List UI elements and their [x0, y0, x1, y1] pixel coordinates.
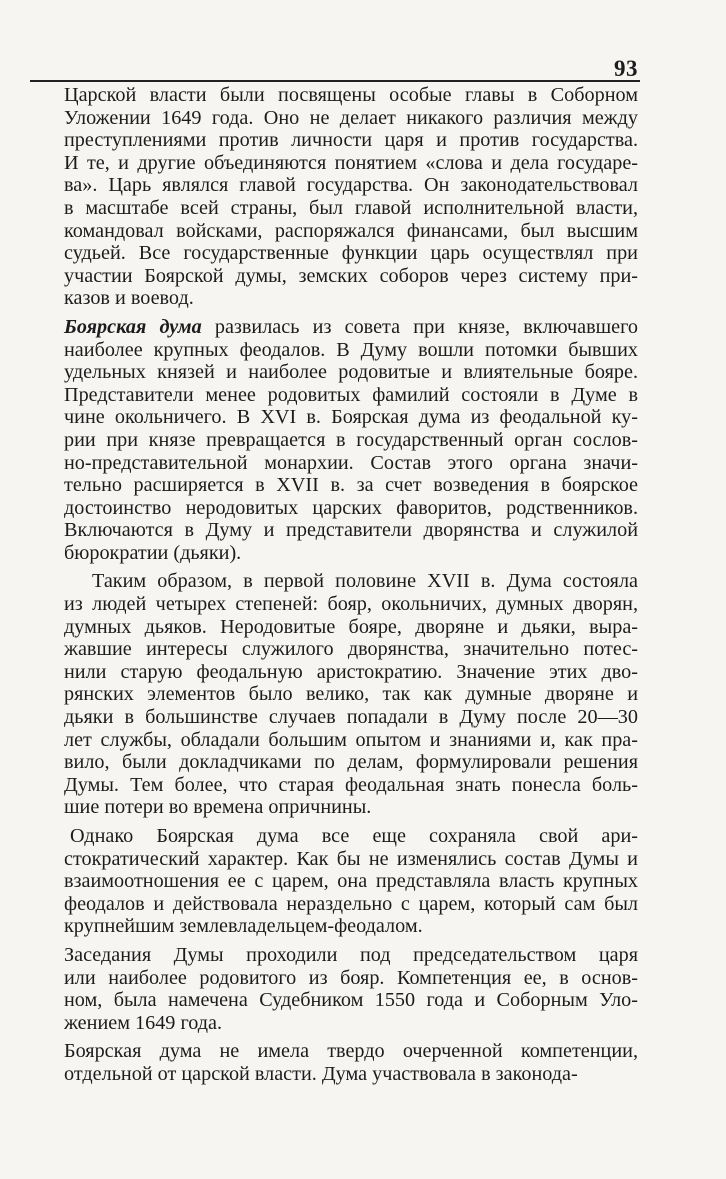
text-line: наиболее крупных феодалов. В Думу вошли потомки бывших — [64, 338, 638, 361]
body-text — [64, 84, 638, 1086]
text-line: Уложении 1649 года. Оно не делает никакого различия между — [64, 106, 638, 129]
text-line: командовал войсками, распоряжался финансами, был высшим — [64, 219, 638, 242]
paragraph — [64, 825, 638, 938]
text-line: в масштабе всей страны, был главой исполнительной власти, — [64, 196, 638, 219]
paragraph — [64, 944, 638, 1034]
text-line: взаимоотношения ее с царем, она представляла власть крупных — [64, 870, 638, 893]
text-line: Боярская дума не имела твердо очерченной компетенции, — [64, 1040, 638, 1063]
text-line: дьяки в большинстве случаев попадали в Думу после 20—30 — [64, 706, 638, 729]
text-line: думных дьяков. Неродовитые бояре, дворяне и дьяки, выра- — [64, 615, 638, 638]
text-line: Включаются в Думу и представители дворянства и служилой — [64, 519, 638, 542]
text-line: Царской власти были посвящены особые главы в Соборном — [64, 84, 638, 106]
text-line: участии Боярской думы, земских соборов через систему при- — [64, 264, 638, 287]
text-line: или наиболее родовитого из бояр. Компетенция ее, в основ- — [64, 966, 638, 989]
text-line: Представители менее родовитых фамилий состояли в Думе в — [64, 383, 638, 406]
text-line — [64, 316, 638, 339]
text-line: удельных князей и наиболее родовитые и влиятельные бояре. — [64, 361, 638, 384]
text-line: из людей четырех степеней: бояр, окольничих, думных дворян, — [64, 593, 638, 616]
page-number: 93 — [614, 56, 638, 81]
term-bold-italic: Боярская дума — [64, 315, 202, 338]
term-continuation: развилась из совета при князе, включавшего — [201, 315, 639, 338]
text-line: вило, были докладчиками по делам, формулировали решения — [64, 751, 638, 774]
text-line: преступлениями против личности царя и против государства. — [64, 129, 638, 152]
text-line: тельно расширяется в XVII в. за счет возведения в боярское — [64, 474, 638, 497]
text-line: но-представительной монархии. Состав этого органа значи- — [64, 451, 638, 474]
text-line: рянских элементов было велико, так как думные дворяне и — [64, 683, 638, 706]
text-line: шие потери во времена опричнины. — [64, 796, 372, 819]
text-line: казов и воевод. — [64, 287, 194, 310]
text-line: бюрократии (дьяки). — [64, 541, 242, 564]
text-line: ва». Царь являлся главой государства. Он законодательствовал — [64, 174, 638, 197]
paragraph — [64, 84, 638, 310]
text-line: отдельной от царской власти. Дума участвовала в законода- — [64, 1062, 578, 1085]
text-line: судьей. Все государственные функции царь осуществлял при — [64, 242, 638, 265]
paragraph — [64, 316, 638, 565]
text-line: достоинство неродовитых царских фаворитов, родственников. — [64, 496, 638, 519]
text-line: лет службы, обладали большим опытом и знаниями и, как пра- — [64, 728, 638, 751]
text-line: ном, была намечена Судебником 1550 года и Соборным Уло- — [64, 989, 638, 1012]
text-line: стократический характер. Как бы не изменялись состав Думы и — [64, 847, 638, 870]
header-rule — [30, 80, 640, 82]
paragraph — [64, 1040, 638, 1085]
text-line: Заседания Думы проходили под председательством царя — [64, 943, 638, 966]
paragraph — [64, 570, 638, 819]
text-line: жавшие интересы служилого дворянства, значительно потес- — [64, 638, 638, 661]
text-line: жением 1649 года. — [64, 1011, 223, 1034]
text-line: феодалов и действовала нераздельно с царем, который сам был — [64, 892, 638, 915]
text-line: чине окольничего. В XVI в. Боярская дума из феодальной ку- — [64, 406, 638, 429]
text-line: крупнейшим землевладельцем-феодалом. — [64, 915, 423, 938]
text-line: Думы. Тем более, что старая феодальная знать понесла боль- — [64, 773, 638, 796]
text-line: Однако Боярская дума все еще сохраняла свой ари- — [70, 825, 638, 847]
text-line: Таким образом, в первой половине XVII в. Дума состояла — [92, 570, 638, 593]
text-line: И те, и другие объединяются понятием «слова и дела государе- — [64, 151, 638, 174]
text-line: рии при князе превращается в государственный орган сослов- — [64, 428, 638, 451]
text-line: нили старую феодальную аристократию. Значение этих дво- — [64, 660, 638, 683]
